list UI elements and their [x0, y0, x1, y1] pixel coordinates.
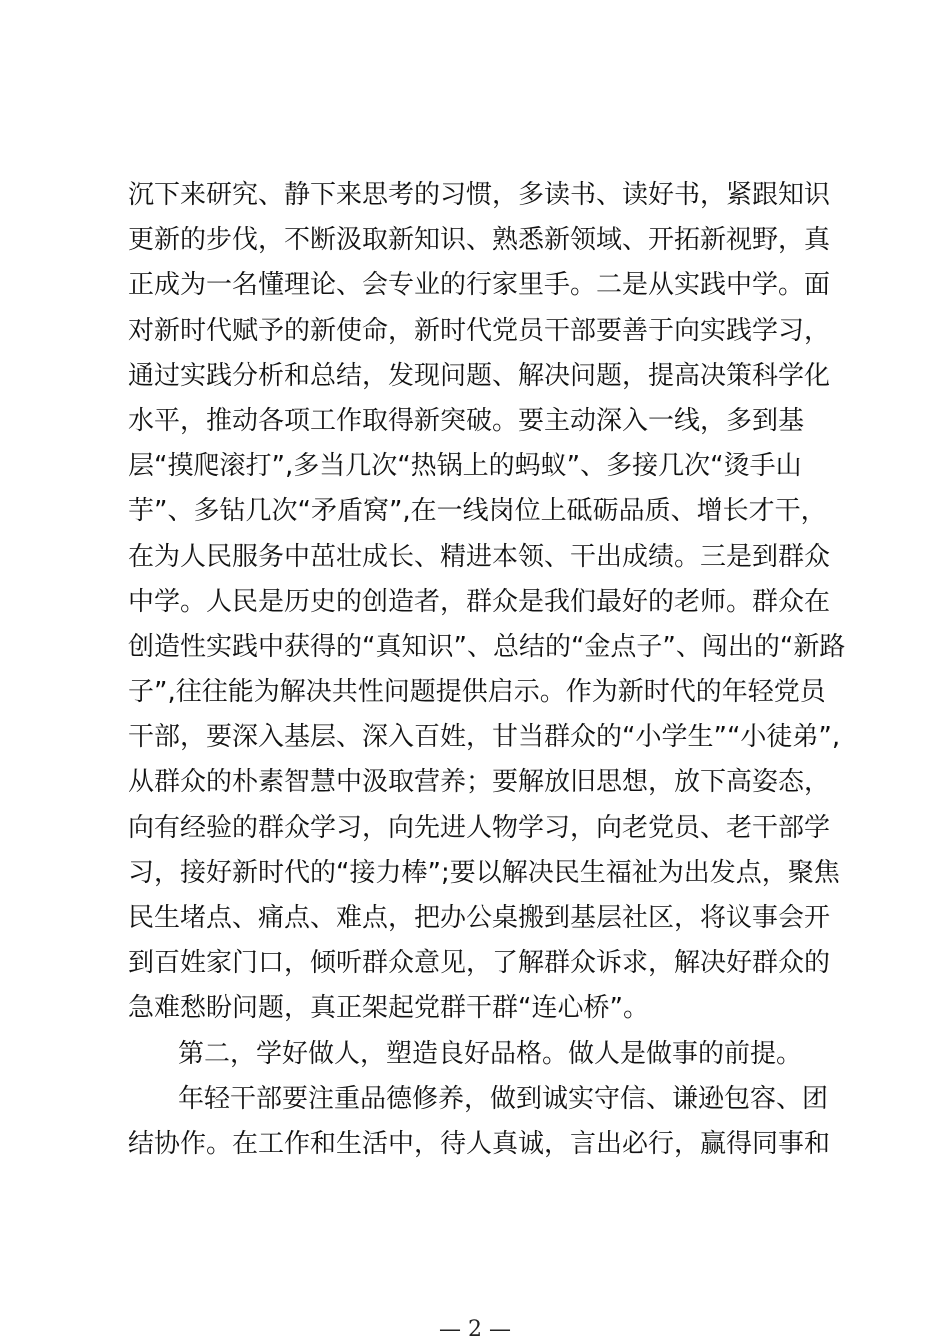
body-text: [128, 173, 846, 1167]
text-line: 中学。人民是历史的创造者，群众是我们最好的老师。群众在: [128, 586, 831, 617]
text-line: 从群众的朴素智慧中汲取营养；要解放旧思想，放下高姿态，: [128, 767, 831, 798]
text-line: 民生堵点、痛点、难点，把办公桌搬到基层社区，将议事会开: [128, 903, 831, 933]
text-line: 到百姓家门口，倾听群众意见，了解群众诉求，解决好群众的: [128, 948, 831, 979]
text-line: 结协作。在工作和生活中，待人真诚，言出必行，赢得同事和: [128, 1128, 831, 1159]
text-line: 向有经验的群众学习，向先进人物学习，向老党员、老干部学: [128, 812, 831, 843]
text-line: 沉下来研究、静下来思考的习惯，多读书、读好书，紧跟知识: [128, 180, 831, 210]
text-line: 对新时代赋予的新使命，新时代党员干部要善于向实践学习，: [128, 315, 831, 346]
text-line: 干部，要深入基层、深入百姓，甘当群众的“小学生”“小徒弟”,: [128, 722, 841, 753]
text-line: 芋”、多钻几次“矛盾窝”,在一线岗位上砥砺品质、增长才干，: [128, 496, 827, 527]
text-line: 更新的步伐，不断汲取新知识、熟悉新领域、开拓新视野，真: [128, 225, 831, 256]
text-line: 在为人民服务中茁壮成长、精进本领、干出成绩。三是到群众: [128, 541, 831, 572]
text-line: 创造性实践中获得的“真知识”、总结的“金点子”、闯出的“新路: [128, 631, 846, 662]
text-line: 习，接好新时代的“接力棒”;要以解决民生福祉为出发点，聚焦: [128, 857, 840, 888]
text-line: 水平，推动各项工作取得新突破。要主动深入一线，多到基: [128, 405, 805, 436]
text-line: 子”,往往能为解决共性问题提供启示。作为新时代的年轻党员: [128, 677, 826, 708]
text-line: 正成为一名懂理论、会专业的行家里手。二是从实践中学。面: [128, 270, 831, 301]
paragraph-first-line: 年轻干部要注重品德修养，做到诚实守信、谦逊包容、团: [178, 1083, 829, 1114]
text-line: 急难愁盼问题，真正架起党群干群“连心桥”。: [128, 993, 649, 1024]
text-line: 通过实践分析和总结，发现问题、解决问题，提高决策科学化: [128, 360, 831, 391]
text-line: 层“摸爬滚打”,多当几次“热锅上的蚂蚁”、多接几次“烫手山: [128, 451, 802, 482]
page-number: — 2 —: [439, 1317, 511, 1342]
section-heading-line: 第二，学好做人，塑造良好品格。做人是做事的前提。: [178, 1038, 803, 1069]
